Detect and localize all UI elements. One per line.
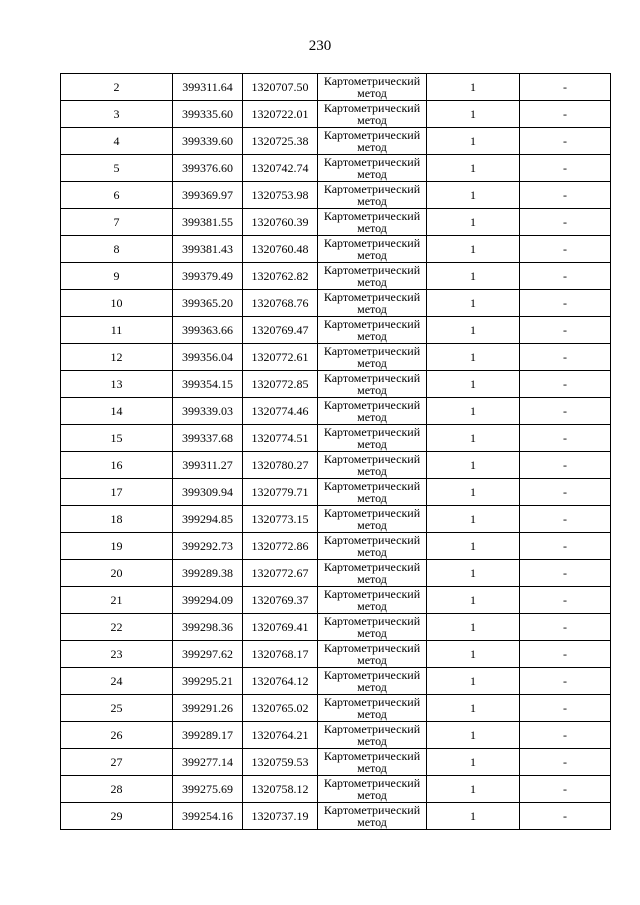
coord-y-cell: 1320780.27 <box>243 452 318 479</box>
coord-x-cell: 399337.68 <box>173 425 243 452</box>
description-cell: - <box>520 641 611 668</box>
table-row <box>61 425 611 452</box>
method-cell <box>318 722 427 749</box>
method-cell <box>318 749 427 776</box>
method-line-2: метод <box>357 491 387 505</box>
point-number-cell: 24 <box>61 668 173 695</box>
point-number-cell: 23 <box>61 641 173 668</box>
table-row <box>61 209 611 236</box>
table-row <box>61 236 611 263</box>
coord-y-cell: 1320772.61 <box>243 344 318 371</box>
coord-y-cell: 1320737.19 <box>243 803 318 830</box>
coord-x-cell: 399376.60 <box>173 155 243 182</box>
coord-x-cell: 399309.94 <box>173 479 243 506</box>
method-cell <box>318 182 427 209</box>
coord-x-cell: 399381.43 <box>173 236 243 263</box>
method-cell <box>318 101 427 128</box>
table-row <box>61 155 611 182</box>
description-cell: - <box>520 209 611 236</box>
method-line-1: Картометрический <box>323 209 421 223</box>
coord-x-cell: 399365.20 <box>173 290 243 317</box>
description-cell: - <box>520 533 611 560</box>
method-line-1: Картометрический <box>323 317 421 331</box>
coord-x-cell: 399369.97 <box>173 182 243 209</box>
accuracy-cell: 1 <box>427 668 520 695</box>
description-cell: - <box>520 74 611 101</box>
accuracy-cell: 1 <box>427 182 520 209</box>
point-number-cell: 9 <box>61 263 173 290</box>
coord-y-cell: 1320772.67 <box>243 560 318 587</box>
method-line-2: метод <box>357 626 387 640</box>
method-cell <box>318 587 427 614</box>
table-row <box>61 371 611 398</box>
coord-y-cell: 1320764.21 <box>243 722 318 749</box>
method-cell <box>318 74 427 101</box>
coord-x-cell: 399379.49 <box>173 263 243 290</box>
accuracy-cell: 1 <box>427 371 520 398</box>
accuracy-cell: 1 <box>427 128 520 155</box>
coord-x-cell: 399291.26 <box>173 695 243 722</box>
description-cell: - <box>520 776 611 803</box>
method-cell <box>318 236 427 263</box>
coord-x-cell: 399275.69 <box>173 776 243 803</box>
coord-y-cell: 1320773.15 <box>243 506 318 533</box>
description-cell: - <box>520 263 611 290</box>
table-row <box>61 317 611 344</box>
coord-y-cell: 1320769.47 <box>243 317 318 344</box>
accuracy-cell: 1 <box>427 344 520 371</box>
coord-y-cell: 1320722.01 <box>243 101 318 128</box>
point-number-cell: 20 <box>61 560 173 587</box>
description-cell: - <box>520 803 611 830</box>
coord-y-cell: 1320760.48 <box>243 236 318 263</box>
method-line-2: метод <box>357 464 387 478</box>
accuracy-cell: 1 <box>427 533 520 560</box>
table-row <box>61 749 611 776</box>
method-line-1: Картометрический <box>323 263 421 277</box>
accuracy-cell: 1 <box>427 209 520 236</box>
method-line-2: метод <box>357 518 387 532</box>
coord-y-cell: 1320768.17 <box>243 641 318 668</box>
coord-x-cell: 399294.85 <box>173 506 243 533</box>
table-row <box>61 128 611 155</box>
coord-x-cell: 399295.21 <box>173 668 243 695</box>
method-cell <box>318 533 427 560</box>
method-line-1: Картометрический <box>323 695 421 709</box>
method-line-2: метод <box>357 86 387 100</box>
table-row <box>61 452 611 479</box>
method-line-1: Картометрический <box>323 722 421 736</box>
accuracy-cell: 1 <box>427 506 520 533</box>
coord-y-cell: 1320769.41 <box>243 614 318 641</box>
method-line-2: метод <box>357 329 387 343</box>
method-line-1: Картометрический <box>323 533 421 547</box>
method-line-2: метод <box>357 680 387 694</box>
coord-x-cell: 399254.16 <box>173 803 243 830</box>
point-number-cell: 6 <box>61 182 173 209</box>
point-number-cell: 4 <box>61 128 173 155</box>
table-row <box>61 182 611 209</box>
method-line-2: метод <box>357 167 387 181</box>
method-cell <box>318 452 427 479</box>
method-line-2: метод <box>357 572 387 586</box>
method-cell <box>318 614 427 641</box>
method-line-2: метод <box>357 302 387 316</box>
coord-x-cell: 399356.04 <box>173 344 243 371</box>
method-cell <box>318 155 427 182</box>
coord-x-cell: 399298.36 <box>173 614 243 641</box>
coord-y-cell: 1320772.85 <box>243 371 318 398</box>
accuracy-cell: 1 <box>427 641 520 668</box>
point-number-cell: 12 <box>61 344 173 371</box>
method-cell <box>318 398 427 425</box>
table-row <box>61 560 611 587</box>
table-row <box>61 506 611 533</box>
point-number-cell: 2 <box>61 74 173 101</box>
description-cell: - <box>520 101 611 128</box>
method-cell <box>318 290 427 317</box>
method-cell <box>318 695 427 722</box>
description-cell: - <box>520 155 611 182</box>
method-line-2: метод <box>357 761 387 775</box>
point-number-cell: 16 <box>61 452 173 479</box>
method-cell <box>318 776 427 803</box>
coord-y-cell: 1320772.86 <box>243 533 318 560</box>
point-number-cell: 11 <box>61 317 173 344</box>
coord-y-cell: 1320762.82 <box>243 263 318 290</box>
method-line-1: Картометрический <box>323 479 421 493</box>
method-line-2: метод <box>357 707 387 721</box>
table-row <box>61 344 611 371</box>
table-row <box>61 695 611 722</box>
method-cell <box>318 560 427 587</box>
description-cell: - <box>520 425 611 452</box>
coordinates-table-body <box>61 74 611 830</box>
point-number-cell: 18 <box>61 506 173 533</box>
description-cell: - <box>520 290 611 317</box>
coord-y-cell: 1320779.71 <box>243 479 318 506</box>
table-row <box>61 290 611 317</box>
method-line-1: Картометрический <box>323 668 421 682</box>
description-cell: - <box>520 479 611 506</box>
method-line-2: метод <box>357 653 387 667</box>
method-cell <box>318 425 427 452</box>
method-cell <box>318 209 427 236</box>
method-line-1: Картометрический <box>323 128 421 142</box>
method-line-1: Картометрический <box>323 74 421 88</box>
table-row <box>61 263 611 290</box>
description-cell: - <box>520 182 611 209</box>
coord-y-cell: 1320725.38 <box>243 128 318 155</box>
point-number-cell: 25 <box>61 695 173 722</box>
page-number: 230 <box>308 38 332 54</box>
coord-x-cell: 399289.38 <box>173 560 243 587</box>
coord-x-cell: 399335.60 <box>173 101 243 128</box>
coord-y-cell: 1320760.39 <box>243 209 318 236</box>
method-cell <box>318 641 427 668</box>
table-row <box>61 398 611 425</box>
table-row <box>61 668 611 695</box>
coord-y-cell: 1320707.50 <box>243 74 318 101</box>
accuracy-cell: 1 <box>427 398 520 425</box>
description-cell: - <box>520 668 611 695</box>
table-row <box>61 722 611 749</box>
coord-y-cell: 1320758.12 <box>243 776 318 803</box>
point-number-cell: 15 <box>61 425 173 452</box>
point-number-cell: 8 <box>61 236 173 263</box>
point-number-cell: 21 <box>61 587 173 614</box>
description-cell: - <box>520 236 611 263</box>
method-line-2: метод <box>357 815 387 829</box>
method-line-2: метод <box>357 410 387 424</box>
method-line-1: Картометрический <box>323 155 421 169</box>
description-cell: - <box>520 452 611 479</box>
method-cell <box>318 344 427 371</box>
accuracy-cell: 1 <box>427 425 520 452</box>
table-row <box>61 587 611 614</box>
description-cell: - <box>520 749 611 776</box>
table-row <box>61 74 611 101</box>
accuracy-cell: 1 <box>427 749 520 776</box>
point-number-cell: 26 <box>61 722 173 749</box>
point-number-cell: 28 <box>61 776 173 803</box>
coord-y-cell: 1320753.98 <box>243 182 318 209</box>
accuracy-cell: 1 <box>427 236 520 263</box>
coord-y-cell: 1320774.46 <box>243 398 318 425</box>
method-cell <box>318 803 427 830</box>
coord-x-cell: 399277.14 <box>173 749 243 776</box>
coord-x-cell: 399297.62 <box>173 641 243 668</box>
method-line-1: Картометрический <box>323 236 421 250</box>
method-line-1: Картометрический <box>323 101 421 115</box>
point-number-cell: 5 <box>61 155 173 182</box>
method-cell <box>318 263 427 290</box>
accuracy-cell: 1 <box>427 803 520 830</box>
method-line-1: Картометрический <box>323 452 421 466</box>
method-line-1: Картометрический <box>323 506 421 520</box>
method-line-2: метод <box>357 248 387 262</box>
point-number-cell: 22 <box>61 614 173 641</box>
table-row <box>61 803 611 830</box>
method-cell <box>318 479 427 506</box>
method-line-1: Картометрический <box>323 560 421 574</box>
accuracy-cell: 1 <box>427 452 520 479</box>
point-number-cell: 17 <box>61 479 173 506</box>
method-cell <box>318 371 427 398</box>
description-cell: - <box>520 398 611 425</box>
coord-y-cell: 1320764.12 <box>243 668 318 695</box>
method-line-2: метод <box>357 356 387 370</box>
method-cell <box>318 317 427 344</box>
method-cell <box>318 668 427 695</box>
method-line-1: Картометрический <box>323 290 421 304</box>
description-cell: - <box>520 560 611 587</box>
table-row <box>61 641 611 668</box>
accuracy-cell: 1 <box>427 695 520 722</box>
coord-x-cell: 399381.55 <box>173 209 243 236</box>
accuracy-cell: 1 <box>427 74 520 101</box>
method-line-2: метод <box>357 599 387 613</box>
method-cell <box>318 506 427 533</box>
method-line-2: метод <box>357 545 387 559</box>
accuracy-cell: 1 <box>427 614 520 641</box>
method-line-1: Картометрический <box>323 749 421 763</box>
description-cell: - <box>520 722 611 749</box>
table-row <box>61 776 611 803</box>
point-number-cell: 13 <box>61 371 173 398</box>
description-cell: - <box>520 695 611 722</box>
method-line-1: Картометрический <box>323 803 421 817</box>
point-number-cell: 19 <box>61 533 173 560</box>
method-line-1: Картометрический <box>323 776 421 790</box>
method-line-1: Картометрический <box>323 587 421 601</box>
coord-y-cell: 1320765.02 <box>243 695 318 722</box>
coord-x-cell: 399311.27 <box>173 452 243 479</box>
coord-x-cell: 399354.15 <box>173 371 243 398</box>
accuracy-cell: 1 <box>427 479 520 506</box>
coord-y-cell: 1320768.76 <box>243 290 318 317</box>
coord-x-cell: 399311.64 <box>173 74 243 101</box>
coordinates-table <box>60 73 611 830</box>
method-line-1: Картометрический <box>323 641 421 655</box>
method-line-1: Картометрический <box>323 614 421 628</box>
description-cell: - <box>520 317 611 344</box>
point-number-cell: 7 <box>61 209 173 236</box>
description-cell: - <box>520 128 611 155</box>
method-cell <box>318 128 427 155</box>
coord-y-cell: 1320769.37 <box>243 587 318 614</box>
method-line-1: Картометрический <box>323 425 421 439</box>
table-row <box>61 533 611 560</box>
coord-y-cell: 1320742.74 <box>243 155 318 182</box>
accuracy-cell: 1 <box>427 587 520 614</box>
table-row <box>61 614 611 641</box>
method-line-1: Картометрический <box>323 398 421 412</box>
coord-y-cell: 1320759.53 <box>243 749 318 776</box>
method-line-2: метод <box>357 734 387 748</box>
accuracy-cell: 1 <box>427 155 520 182</box>
method-line-2: метод <box>357 140 387 154</box>
accuracy-cell: 1 <box>427 263 520 290</box>
method-line-2: метод <box>357 275 387 289</box>
point-number-cell: 10 <box>61 290 173 317</box>
accuracy-cell: 1 <box>427 776 520 803</box>
coord-x-cell: 399294.09 <box>173 587 243 614</box>
method-line-2: метод <box>357 113 387 127</box>
coord-y-cell: 1320774.51 <box>243 425 318 452</box>
coord-x-cell: 399289.17 <box>173 722 243 749</box>
method-line-2: метод <box>357 194 387 208</box>
accuracy-cell: 1 <box>427 317 520 344</box>
coord-x-cell: 399339.60 <box>173 128 243 155</box>
description-cell: - <box>520 371 611 398</box>
description-cell: - <box>520 587 611 614</box>
description-cell: - <box>520 344 611 371</box>
method-line-2: метод <box>357 788 387 802</box>
method-line-1: Картометрический <box>323 371 421 385</box>
accuracy-cell: 1 <box>427 560 520 587</box>
coord-x-cell: 399292.73 <box>173 533 243 560</box>
accuracy-cell: 1 <box>427 101 520 128</box>
method-line-1: Картометрический <box>323 182 421 196</box>
table-row <box>61 101 611 128</box>
method-line-2: метод <box>357 221 387 235</box>
method-line-2: метод <box>357 437 387 451</box>
coord-x-cell: 399339.03 <box>173 398 243 425</box>
description-cell: - <box>520 506 611 533</box>
point-number-cell: 14 <box>61 398 173 425</box>
table-row <box>61 479 611 506</box>
point-number-cell: 29 <box>61 803 173 830</box>
accuracy-cell: 1 <box>427 722 520 749</box>
method-line-2: метод <box>357 383 387 397</box>
description-cell: - <box>520 614 611 641</box>
point-number-cell: 3 <box>61 101 173 128</box>
method-line-1: Картометрический <box>323 344 421 358</box>
accuracy-cell: 1 <box>427 290 520 317</box>
point-number-cell: 27 <box>61 749 173 776</box>
coord-x-cell: 399363.66 <box>173 317 243 344</box>
